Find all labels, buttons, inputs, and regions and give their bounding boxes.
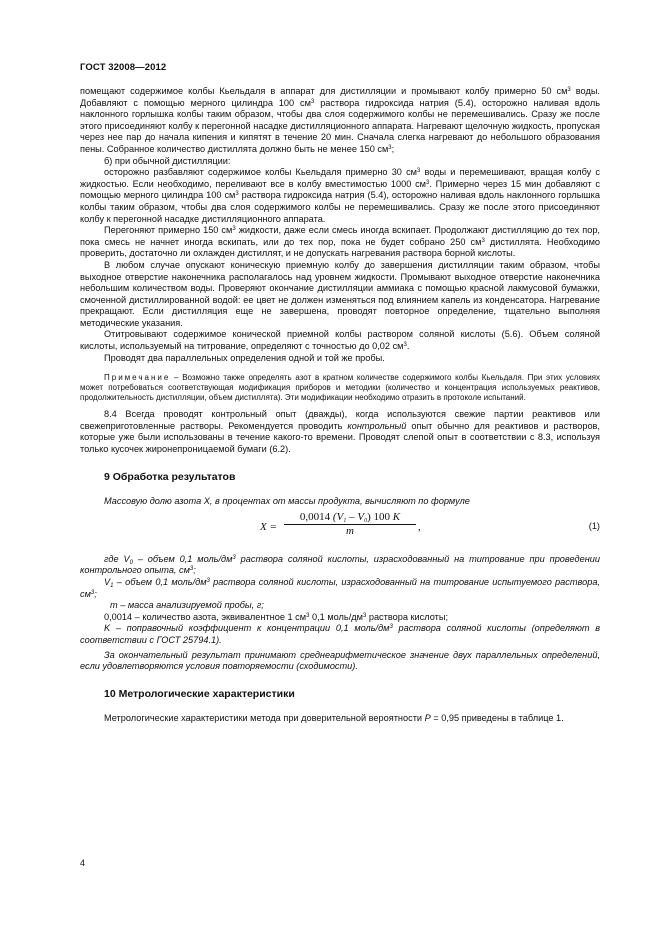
formula-numerator: 0,0014 $(V_1 - V_0)$ 100 K: [284, 512, 416, 526]
final-result-statement: За окончательный результат принимают среднеарифметическое значение двух параллельных определений, если удовлетворяются условия повторяемости (сходимости).: [80, 649, 600, 672]
definition-m: m – масса анализируемой пробы, г;: [110, 600, 264, 611]
definition-k: K – поправочный коэффициент к концентрации 0,1 моль/$дм^3$ раствора соляной кислоты (определяют в соответствии с ГОСТ 25794.1).: [80, 623, 600, 645]
formula-intro: Массовую долю азота X, в процентах от массы продукта, вычисляют по формуле: [104, 496, 470, 507]
paragraph-steam-distillation: помещают содержимое колбы Кьельдаля в аппарат для дистилляции и промывают колбу примерно 50 $см^3$ воды. Добавляют с помощью мерного цилиндра 100 $см^3$ раствора гидроксида натрия (5.4), осторожно наливая вдоль наклонного горлышка колбы таким образом, чтобы два слоя содержимого колбы не перемешивались. Сразу же после этого присоединяют колбу к перегонной насадке дистилляционного аппарата. Нагревают щелочную жидкость, пропуская через нее пар до начала кипения и кипятят в течение 20 мин. Сначала слегка нагревают до небольшого образования пены. Собранное количество дистиллята должно быть не менее 150 $см^3$;: [80, 86, 600, 154]
page-number: 4: [80, 858, 86, 868]
definition-v1: $V_1$ – объем 0,1 моль/$дм^3$ раствора соляной кислоты, израсходованный на титрование испытуемого раствора, $см^3$;: [80, 577, 600, 599]
paragraph-item-b: б) при обычной дистилляции:: [104, 155, 231, 166]
paragraph-parallel: Проводят два параллельных определения одной и той же пробы.: [104, 352, 385, 363]
formula-denominator: m: [346, 525, 354, 538]
paragraph-receiver-flask: В любом случае опускают коническую приемную колбу до завершения дистилляции таким образом, чтобы выходное отверстие наконечника располагалось над уровнем жидкости. Промывают выходное отверстие наконечника небольшим количеством воды. Проверяют окончание дистилляции аммиака с помощью красной лакмусовой бумажки, смоченной дистиллированной водой: ее цвет не должен изменяться под влиянием капель из конденсатора. Нагревание прекращают. Если дистилляция еще не завершена, проводят повторное определение, тщательно выполняя методические указания.: [80, 259, 600, 328]
formula-comma: ,: [418, 520, 421, 533]
section-9-title: 9 Обработка результатов: [104, 470, 236, 483]
paragraph-control-test: 8.4 Всегда проводят контрольный опыт (дважды), когда используются свежие партии реактивов или свежеприготовленные растворы. Рекомендуется проводить контрольный опыт обычно для реактивов и растворов, которые уже были использованы в течение какого-то времени. Проводят слепой опыт в соответствии с 8.3, используя только кусочек жиронепроницаемой бумаги (6.2).: [80, 409, 600, 455]
page-content: [80, 86, 600, 725]
paragraph-distill-volume: Перегоняют примерно 150 $см^3$ жидкости, даже если смесь иногда вскипает. Продолжают дистилляцию до тех пор, пока смесь не начнет иногда вскипать, или до тех пор, пока не будет собрано 250 $см^3$ дистиллята. Необходимо проверить, достаточно ли охлажден дистиллят, и не допускать нагревания раствора борной кислоты.: [80, 225, 600, 259]
formula-1: [80, 512, 600, 548]
formula-lhs: X =: [260, 520, 277, 533]
document-header: ГОСТ 32008—2012: [80, 62, 167, 73]
paragraph-normal-distillation: осторожно разбавляют содержимое колбы Кьельдаля примерно 30 $см^3$ воды и перемешивают, вращая колбу с жидкостью. Если необходимо, переливают все в колбу вместимостью 1000 $см^3$. Примерно через 15 мин добавляют с помощью мерного цилиндра 100 $см^3$ раствора гидроксида натрия (5.4), осторожно наливая вдоль наклонного горлышка колбы таким образом, чтобы два слоя содержимого колбы не перемешивались. Сразу же после этого присоединяют колбу к перегонной насадке дистилляционного аппарата.: [80, 167, 600, 224]
paragraph-titration: Отитровывают содержимое конической приемной колбы раствором соляной кислоты (5.6). Объем соляной кислоты, используемый на титрование, определяют с точностью до 0,02 $см^3$.: [80, 329, 600, 352]
definition-0014: 0,0014 – количество азота, эквивалентное 1 $см^3$ 0,1 моль/$дм^3$ раствора кислоты;: [104, 611, 448, 622]
definition-v0: где $V_0$ – объем 0,1 моль/$дм^3$ раствора соляной кислоты, израсходованный на титрование при проведении контрольного опыта, $см^3$;: [80, 553, 600, 576]
note-label: Примечание: [104, 373, 171, 383]
section-10-title: 10 Метрологические характеристики: [104, 687, 295, 700]
section-10-text: Метрологические характеристики метода при доверительной вероятности P = 0,95 приведены в таблице 1.: [104, 713, 564, 724]
note: Примечание – Возможно также определять азот в кратном количестве содержимого колбы Кьельдаля. При этих условиях может потребоваться соответствующая модификация приборов и методики (количество и концентрация используемых реактивов, продолжительность дистилляции, объем дистиллята). Эти модификации необходимо отразить в протоколе испытаний.: [80, 373, 600, 403]
equation-number: (1): [588, 520, 600, 531]
formula-fraction: [284, 512, 416, 538]
